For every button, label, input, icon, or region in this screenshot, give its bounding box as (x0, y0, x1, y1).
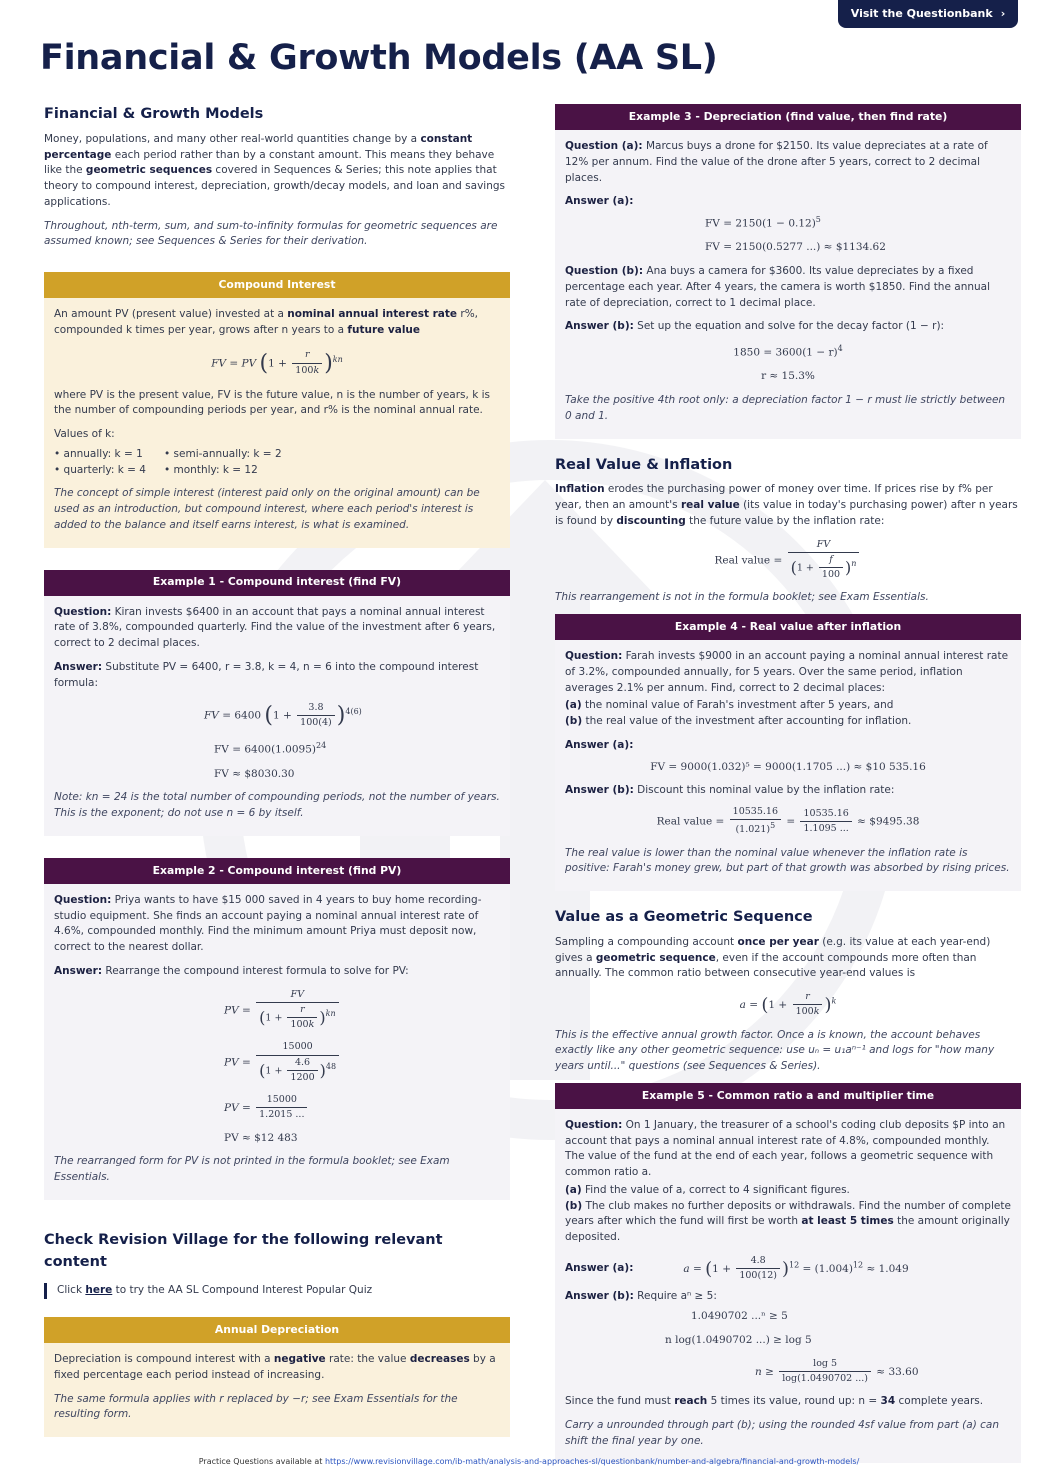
example-2-working-1: PV = FV (1 + $\frac{r}{100k}$ )$^{kn}$ (224, 988, 500, 1033)
example-5-conclusion: Since the fund must reach 5 times its value, round up: n = 34 complete years. (565, 1395, 984, 1408)
inflation-paragraph: Inflation erodes the purchasing power of money over time. If prices rise by f% per year, then an amount's real value (its value in today's purchasing power) after n years is found by discounting the future value by the inflation rate: (555, 483, 1018, 527)
example-3-working-1: FV = $2150(1 - 0.12)^5$ (705, 215, 821, 230)
compound-definitions: where PV is the present value, FV is the future value, n is the number of years, k is the number of compounding periods per year, and r% is the nominal annual rate. (54, 388, 490, 417)
values-of-k-list (54, 447, 500, 479)
left-column (44, 104, 510, 1453)
k-value-item: • annually: k = 1 (54, 447, 164, 463)
geometric-heading: Value as a Geometric Sequence (555, 909, 813, 926)
example-3-working-2: FV = 2150(0.5277 ...) ≈ $1134.62 (705, 241, 886, 254)
footer-text: Practice Questions available at (198, 1457, 325, 1466)
example-4-part-a: (a) the nominal value of Farah's investment after 5 years, and (565, 699, 894, 712)
quiz-link-row: Click here to try the AA SL Compound Interest Popular Quiz (44, 1283, 510, 1299)
example-4-part-b: (b) the real value of the investment after accounting for inflation. (565, 715, 912, 727)
example-3-question-a: Question (a): Marcus buys a drone for $2150. Its value depreciates at a rate of 12% per annum. Find the value of the drone after 5 years, correct to 2 decimal places. (565, 140, 988, 184)
example-3-title: Example 3 - Depreciation (find value, then find rate) (555, 104, 1021, 130)
example-3-result: r ≈ 15.3% (761, 370, 815, 383)
example-1-title: Example 1 - Compound interest (find FV) (44, 570, 510, 596)
inflation-heading: Real Value & Inflation (555, 456, 733, 473)
depreciation-text: Depreciation is compound interest with a negative rate: the value decreases by a fixed percentage each period instead of increasing. (54, 1353, 496, 1381)
example-5-answer-a: Answer (a): a = (1 + $\frac{4.8}{100(12)}$ )$^{12} = (1.004)^{12} \approx 1.049$ (565, 1254, 909, 1282)
k-value-item: • semi-annually: k = 2 (164, 447, 304, 463)
compound-intro: An amount PV (present value) invested at a nominal annual interest rate r%, compounded k times per year, grows after n years to a future value (54, 308, 479, 336)
visit-questionbank-button[interactable] (838, 0, 1018, 28)
example-1-question: Question: Kiran invests $6400 in an account that pays a nominal annual interest rate of 3.8%, compounded quarterly. Find the value of the investment after 6 years, correct to 2 decimal places. (54, 605, 496, 649)
example-3-note: Take the positive 4th root only: a depreciation factor 1 − r must lie strictly between 0 and 1. (565, 394, 1006, 422)
example-1-result: FV ≈ $8030.30 (214, 767, 295, 780)
example-5-box (555, 1083, 1021, 1464)
footer (0, 1456, 1058, 1468)
example-2-working-3: PV = $\frac{15000}{1.2015 ...}$ (224, 1093, 500, 1123)
example-3-working-3: $1850 = 3600(1 - r)^4$ (733, 344, 843, 359)
example-4-question: Question: Farah invests $9000 in an account paying a nominal annual interest rate of 3.2%, compounded annually, for 5 years. Over the same period, inflation averages 2.1% per annum. Find, correct to 2 decimal places: (565, 650, 1009, 694)
values-of-k-label: Values of k: (54, 428, 115, 440)
example-2-title: Example 2 - Compound interest (find PV) (44, 858, 510, 884)
example-1-working-2: FV = $6400(1.0095)^{24}$ (214, 741, 327, 756)
k-value-item: • monthly: k = 12 (164, 463, 304, 479)
footer-link[interactable]: https://www.revisionvillage.com/ib-math/analysis-and-approaches-sl/questionbank/number-and-algebra/financial-and-growth-models/ (324, 1457, 860, 1466)
depreciation-box (44, 1317, 510, 1437)
common-ratio-formula: a = (1 + $\frac{r}{100k}$ )$^k$ (739, 991, 837, 1018)
example-3-question-b: Question (b): Ana buys a camera for $3600. Its value depreciates by a fixed percentage each year. After 4 years, the camera is worth $1850. Find the annual rate of depreciation, correct to 1 decimal place. (565, 265, 991, 309)
page-title: Financial & Growth Models (AA SL) (40, 38, 718, 78)
example-4-answer-a-label: Answer (a): (565, 738, 634, 751)
example-5-answer-b: Answer (b): Require aⁿ ≥ 5: (565, 1290, 717, 1303)
geometric-note: This is the effective annual growth factor. Once a is known, the account behaves exactly like any other geometric sequence: use uₙ = u₁aⁿ⁻¹ and logs for "how many years until..." questions (see Sequences & Series). (555, 1028, 995, 1073)
k-value-item: • quarterly: k = 4 (54, 463, 164, 479)
example-2-question: Question: Priya wants to have $15 000 saved in 4 years to buy home recording-studio equipment. She finds an account paying a nominal annual interest rate of 4.6%, compounded monthly. Find the minimum amount Priya must deposit now, correct to the nearest dollar. (54, 893, 482, 953)
example-5-working-3: n ≥ $\frac{\log 5}{\log(1.0490702 ...)}$ ≈ 33.60 (755, 1357, 919, 1384)
example-2-answer: Answer: Rearrange the compound interest formula to solve for PV: (54, 964, 409, 977)
example-4-working-a: FV = 9000(1.032)⁵ = 9000(1.1705 ...) ≈ $10 535.16 (650, 760, 926, 773)
intro-paragraph: Money, populations, and many other real-world quantities change by a constant percentage each period rather than by a constant amount. This means they behave like the geometric sequences covered in Sequences & Series; this note applies that theory to compound interest, depreciation, growth/decay models, and loan and savings applications. (44, 132, 506, 208)
example-5-working-2: n log(1.0490702 ...) ≥ log 5 (665, 1333, 812, 1346)
example-5-note: Carry a unrounded through part (b); using the rounded 4sf value from part (a) can shift the final year by one. (565, 1418, 999, 1447)
compound-note: The concept of simple interest (interest paid only on the original amount) can be used as an introduction, but compound interest, where each period's interest is added to the balance and itself earns interest, is what is examined. (54, 487, 480, 531)
compound-interest-title: Compound Interest (44, 272, 510, 298)
example-2-working-2: PV = 15000 (1 + $\frac{4.6}{1200}$ )$^{48}$ (224, 1040, 500, 1085)
example-3-box (555, 104, 1021, 439)
example-1-note: Note: kn = 24 is the total number of compounding periods, not the number of years. This is the exponent; do not use n = 6 by itself. (54, 791, 500, 819)
example-2-note: The rearranged form for PV is not printed in the formula booklet; see Exam Essentials. (54, 1155, 450, 1183)
example-5-question: Question: On 1 January, the treasurer of a school's coding club deposits $P into an account that pays a nominal annual interest rate of 4.8%, compounded monthly. The value of the fund at the end of each year, follows a geometric sequence with common ratio a. (565, 1118, 1006, 1179)
example-4-note: The real value is lower than the nominal value whenever the inflation rate is positive: Farah's money grew, but part of that growth was absorbed by rising prices. (565, 846, 1010, 875)
example-5-working-1: 1.0490702 ...ⁿ ≥ 5 (691, 1310, 788, 1323)
chevron-right-icon: › (1000, 6, 1006, 20)
example-1-working-1: FV = 6400 (1 + $\frac{3.8}{100(4)}$ )$^{4(6)}$ (204, 702, 362, 729)
geometric-paragraph: Sampling a compounding account once per year (e.g. its value at each year-end) gives a geometric sequence, even if the account compounds more often than annually. The common ratio between consecutive year-end values is (555, 935, 991, 980)
intro-heading: Financial & Growth Models (44, 106, 264, 122)
example-3-answer-a-label: Answer (a): (565, 195, 634, 208)
example-4-title: Example 4 - Real value after inflation (555, 614, 1021, 640)
example-3-answer-b: Answer (b): Set up the equation and solve for the decay factor (1 − r): (565, 320, 945, 333)
intro-note: Throughout, nth-term, sum, and sum-to-infinity formulas for geometric sequences are assumed known; see Sequences & Series for their derivation. (44, 219, 498, 248)
compound-formula: FV = PV (1 + $\frac{r}{100k}$ )$^{kn}$ (211, 349, 343, 376)
compound-interest-box (44, 272, 510, 548)
example-1-box (44, 570, 510, 836)
right-column (555, 104, 1021, 1470)
real-value-formula: Real value = FV (1 + $\frac{f}{100}$ )$^n$ (555, 538, 1021, 583)
example-4-working-b: Real value = $\frac{10535.16}{(1.021)^5}$ = $\frac{10535.16}{1.1095 ...}$ ≈ $9495.38 (656, 806, 920, 836)
example-2-result: PV ≈ $12 483 (224, 1131, 298, 1144)
example-5-part-a: (a) Find the value of a, correct to 4 significant figures. (565, 1183, 850, 1196)
quiz-link[interactable]: here (85, 1284, 113, 1297)
inflation-note: This rearrangement is not in the formula booklet; see Exam Essentials. (555, 591, 929, 604)
example-2-box (44, 858, 510, 1200)
depreciation-note: The same formula applies with r replaced by −r; see Exam Essentials for the resulting form. (54, 1392, 458, 1421)
example-5-part-b: (b) The club makes no further deposits or withdrawals. Find the number of complete years after which the fund will first be worth at least 5 times the amount originally deposited. (565, 1199, 1011, 1244)
example-1-answer: Answer: Substitute PV = 6400, r = 3.8, k = 4, n = 6 into the compound interest formula: (54, 660, 479, 689)
example-4-answer-b: Answer (b): Discount this nominal value by the inflation rate: (565, 784, 895, 797)
visit-questionbank-label: Visit the Questionbank (850, 6, 993, 20)
example-5-title: Example 5 - Common ratio a and multiplier time (555, 1083, 1021, 1109)
check-heading: Check Revision Village for the following relevant content (44, 1231, 443, 1270)
example-4-box (555, 614, 1021, 891)
depreciation-title: Annual Depreciation (44, 1317, 510, 1343)
